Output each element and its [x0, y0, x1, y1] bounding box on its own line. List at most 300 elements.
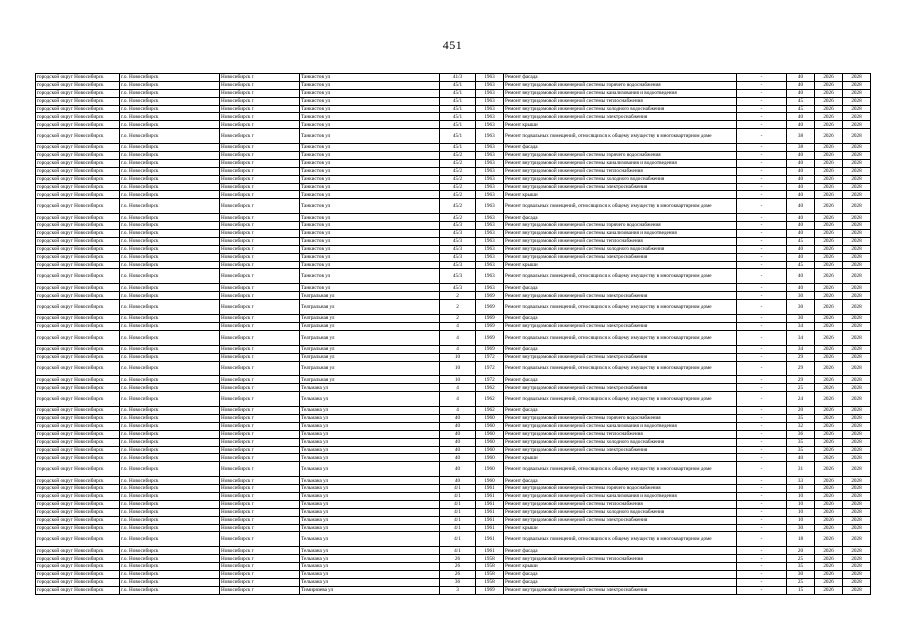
- house-number-cell: 4: [440, 322, 476, 330]
- wear-percent-cell: 29: [787, 353, 815, 361]
- wear-percent-cell: 36: [787, 430, 815, 438]
- house-number-cell: 45/1: [440, 129, 476, 144]
- end-year-cell: 2028: [843, 330, 871, 345]
- end-year-cell: 2028: [843, 191, 871, 199]
- settlement-cell: Новосибирск г: [220, 292, 300, 300]
- house-number-cell: 10: [440, 353, 476, 361]
- street-cell: Тельмана ул: [300, 524, 440, 532]
- wear-percent-cell: 30: [787, 315, 815, 323]
- table-row: [36, 74, 871, 82]
- work-type-cell: Ремонт крыши: [504, 454, 737, 462]
- street-cell: Тельмана ул: [300, 485, 440, 493]
- work-type-cell: Ремонт внутридомовой инженерной системы электроснабжения: [504, 446, 737, 454]
- table-row: [36, 438, 871, 446]
- district-cell: г.о. Новосибирск: [120, 516, 220, 524]
- street-cell: Танкистов ул: [300, 121, 440, 129]
- settlement-cell: Новосибирск г: [220, 222, 300, 230]
- work-type-cell: Ремонт подвальных помещений, относящихся к общему имуществу в многоквартирном доме: [504, 199, 737, 214]
- table-row: [36, 214, 871, 222]
- wear-percent-cell: 10: [787, 485, 815, 493]
- end-year-cell: 2028: [843, 81, 871, 89]
- build-year-cell: 1963: [476, 97, 504, 105]
- house-number-cell: 45/3: [440, 222, 476, 230]
- table-row: [36, 578, 871, 586]
- house-number-cell: 45/2: [440, 175, 476, 183]
- district-cell: г.о. Новосибирск: [120, 586, 220, 594]
- work-type-cell: Ремонт внутридомовой инженерной системы электроснабжения: [504, 322, 737, 330]
- street-cell: Танкистов ул: [300, 159, 440, 167]
- build-year-cell: 1969: [476, 586, 504, 594]
- table-row: [36, 376, 871, 384]
- end-year-cell: 2028: [843, 524, 871, 532]
- house-number-cell: 45/1: [440, 89, 476, 97]
- end-year-cell: 2028: [843, 392, 871, 407]
- work-type-cell: Ремонт внутридомовой инженерной системы холодного водоснабжения: [504, 245, 737, 253]
- table-row: [36, 492, 871, 500]
- street-cell: Танкистов ул: [300, 237, 440, 245]
- start-year-cell: 2026: [815, 322, 843, 330]
- street-cell: Танкистов ул: [300, 183, 440, 191]
- work-type-cell: Ремонт внутридомовой инженерной системы электроснабжения: [504, 253, 737, 261]
- build-year-cell: 1963: [476, 237, 504, 245]
- table-row: [36, 222, 871, 230]
- build-year-cell: 1963: [476, 284, 504, 292]
- street-cell: Танкистов ул: [300, 269, 440, 284]
- build-year-cell: 1961: [476, 485, 504, 493]
- end-year-cell: 2028: [843, 422, 871, 430]
- end-year-cell: 2028: [843, 345, 871, 353]
- start-year-cell: 2026: [815, 144, 843, 152]
- dash-cell: -: [737, 485, 787, 493]
- dash-cell: -: [737, 570, 787, 578]
- dash-cell: -: [737, 167, 787, 175]
- street-cell: Тельмана ул: [300, 570, 440, 578]
- wear-percent-cell: 10: [787, 500, 815, 508]
- municipality-cell: городской округ Новосибирск: [36, 414, 120, 422]
- district-cell: г.о. Новосибирск: [120, 446, 220, 454]
- settlement-cell: Новосибирск г: [220, 175, 300, 183]
- settlement-cell: Новосибирск г: [220, 547, 300, 555]
- settlement-cell: Новосибирск г: [220, 129, 300, 144]
- street-cell: Тельмана ул: [300, 477, 440, 485]
- end-year-cell: 2028: [843, 222, 871, 230]
- table-row: [36, 563, 871, 571]
- municipality-cell: городской округ Новосибирск: [36, 199, 120, 214]
- start-year-cell: 2026: [815, 191, 843, 199]
- dash-cell: -: [737, 446, 787, 454]
- start-year-cell: 2026: [815, 315, 843, 323]
- street-cell: Тельмана ул: [300, 438, 440, 446]
- work-type-cell: Ремонт внутридомовой инженерной системы теплоснабжения: [504, 500, 737, 508]
- start-year-cell: 2026: [815, 159, 843, 167]
- end-year-cell: 2028: [843, 144, 871, 152]
- build-year-cell: 1961: [476, 547, 504, 555]
- build-year-cell: 1960: [476, 422, 504, 430]
- district-cell: г.о. Новосибирск: [120, 183, 220, 191]
- wear-percent-cell: 35: [787, 446, 815, 454]
- start-year-cell: 2026: [815, 300, 843, 315]
- house-number-cell: 4: [440, 345, 476, 353]
- build-year-cell: 1969: [476, 315, 504, 323]
- work-type-cell: Ремонт внутридомовой инженерной системы горячего водоснабжения: [504, 485, 737, 493]
- district-cell: г.о. Новосибирск: [120, 105, 220, 113]
- end-year-cell: 2028: [843, 322, 871, 330]
- house-number-cell: 4/1: [440, 508, 476, 516]
- end-year-cell: 2028: [843, 492, 871, 500]
- start-year-cell: 2026: [815, 524, 843, 532]
- wear-percent-cell: 40: [787, 74, 815, 82]
- municipality-cell: городской округ Новосибирск: [36, 191, 120, 199]
- street-cell: Тельмана ул: [300, 516, 440, 524]
- end-year-cell: 2028: [843, 353, 871, 361]
- municipality-cell: городской округ Новосибирск: [36, 284, 120, 292]
- street-cell: Танкистов ул: [300, 167, 440, 175]
- district-cell: г.о. Новосибирск: [120, 261, 220, 269]
- table-row: [36, 586, 871, 594]
- end-year-cell: 2028: [843, 245, 871, 253]
- start-year-cell: 2026: [815, 438, 843, 446]
- district-cell: г.о. Новосибирск: [120, 245, 220, 253]
- work-type-cell: Ремонт внутридомовой инженерной системы электроснабжения: [504, 183, 737, 191]
- dash-cell: -: [737, 392, 787, 407]
- build-year-cell: 1962: [476, 384, 504, 392]
- build-year-cell: 1969: [476, 322, 504, 330]
- settlement-cell: Новосибирск г: [220, 485, 300, 493]
- wear-percent-cell: 34: [787, 345, 815, 353]
- work-type-cell: Ремонт внутридомовой инженерной системы холодного водоснабжения: [504, 175, 737, 183]
- work-type-cell: Ремонт фасада: [504, 284, 737, 292]
- street-cell: Танкистов ул: [300, 97, 440, 105]
- dash-cell: -: [737, 555, 787, 563]
- district-cell: г.о. Новосибирск: [120, 547, 220, 555]
- settlement-cell: Новосибирск г: [220, 300, 300, 315]
- municipality-cell: городской округ Новосибирск: [36, 121, 120, 129]
- start-year-cell: 2026: [815, 492, 843, 500]
- district-cell: г.о. Новосибирск: [120, 81, 220, 89]
- table-row: [36, 547, 871, 555]
- wear-percent-cell: 20: [787, 407, 815, 415]
- district-cell: г.о. Новосибирск: [120, 199, 220, 214]
- end-year-cell: 2028: [843, 230, 871, 238]
- end-year-cell: 2028: [843, 121, 871, 129]
- wear-percent-cell: 10: [787, 508, 815, 516]
- settlement-cell: Новосибирск г: [220, 407, 300, 415]
- build-year-cell: 1963: [476, 74, 504, 82]
- build-year-cell: 1960: [476, 430, 504, 438]
- table-row: [36, 81, 871, 89]
- wear-percent-cell: 35: [787, 563, 815, 571]
- wear-percent-cell: 40: [787, 245, 815, 253]
- settlement-cell: Новосибирск г: [220, 121, 300, 129]
- settlement-cell: Новосибирск г: [220, 199, 300, 214]
- settlement-cell: Новосибирск г: [220, 191, 300, 199]
- settlement-cell: Новосибирск г: [220, 284, 300, 292]
- house-number-cell: 40: [440, 462, 476, 477]
- municipality-cell: городской округ Новосибирск: [36, 81, 120, 89]
- settlement-cell: Новосибирск г: [220, 230, 300, 238]
- house-number-cell: 45/2: [440, 159, 476, 167]
- district-cell: г.о. Новосибирск: [120, 392, 220, 407]
- work-type-cell: Ремонт внутридомовой инженерной системы холодного водоснабжения: [504, 508, 737, 516]
- district-cell: г.о. Новосибирск: [120, 315, 220, 323]
- wear-percent-cell: 40: [787, 89, 815, 97]
- start-year-cell: 2026: [815, 105, 843, 113]
- street-cell: Тельмана ул: [300, 492, 440, 500]
- wear-percent-cell: 25: [787, 384, 815, 392]
- district-cell: г.о. Новосибирск: [120, 454, 220, 462]
- table-row: [36, 253, 871, 261]
- municipality-cell: городской округ Новосибирск: [36, 322, 120, 330]
- build-year-cell: 1963: [476, 113, 504, 121]
- dash-cell: -: [737, 97, 787, 105]
- district-cell: г.о. Новосибирск: [120, 414, 220, 422]
- build-year-cell: 1961: [476, 524, 504, 532]
- wear-percent-cell: 40: [787, 454, 815, 462]
- build-year-cell: 1963: [476, 191, 504, 199]
- district-cell: г.о. Новосибирск: [120, 269, 220, 284]
- district-cell: г.о. Новосибирск: [120, 222, 220, 230]
- table-row: [36, 407, 871, 415]
- wear-percent-cell: 40: [787, 199, 815, 214]
- municipality-cell: городской округ Новосибирск: [36, 570, 120, 578]
- build-year-cell: 1963: [476, 245, 504, 253]
- end-year-cell: 2028: [843, 214, 871, 222]
- district-cell: г.о. Новосибирск: [120, 89, 220, 97]
- district-cell: г.о. Новосибирск: [120, 384, 220, 392]
- dash-cell: -: [737, 345, 787, 353]
- end-year-cell: 2028: [843, 547, 871, 555]
- dash-cell: -: [737, 500, 787, 508]
- house-number-cell: 40: [440, 446, 476, 454]
- wear-percent-cell: 45: [787, 97, 815, 105]
- settlement-cell: Новосибирск г: [220, 430, 300, 438]
- build-year-cell: 1963: [476, 214, 504, 222]
- street-cell: Театральная ул: [300, 361, 440, 376]
- end-year-cell: 2028: [843, 97, 871, 105]
- municipality-cell: городской округ Новосибирск: [36, 89, 120, 97]
- municipality-cell: городской округ Новосибирск: [36, 532, 120, 547]
- dash-cell: -: [737, 89, 787, 97]
- house-number-cell: 4/1: [440, 532, 476, 547]
- municipality-cell: городской округ Новосибирск: [36, 222, 120, 230]
- municipality-cell: городской округ Новосибирск: [36, 300, 120, 315]
- street-cell: Танкистов ул: [300, 284, 440, 292]
- dash-cell: -: [737, 376, 787, 384]
- municipality-cell: городской округ Новосибирск: [36, 446, 120, 454]
- start-year-cell: 2026: [815, 152, 843, 160]
- build-year-cell: 1958: [476, 563, 504, 571]
- build-year-cell: 1963: [476, 105, 504, 113]
- district-cell: г.о. Новосибирск: [120, 214, 220, 222]
- wear-percent-cell: 45: [787, 237, 815, 245]
- build-year-cell: 1961: [476, 532, 504, 547]
- table-row: [36, 532, 871, 547]
- dash-cell: -: [737, 292, 787, 300]
- wear-percent-cell: 40: [787, 222, 815, 230]
- house-number-cell: 45/1: [440, 97, 476, 105]
- house-number-cell: 45/3: [440, 284, 476, 292]
- district-cell: г.о. Новосибирск: [120, 191, 220, 199]
- district-cell: г.о. Новосибирск: [120, 345, 220, 353]
- table-row: [36, 237, 871, 245]
- table-row: [36, 422, 871, 430]
- district-cell: г.о. Новосибирск: [120, 508, 220, 516]
- dash-cell: -: [737, 261, 787, 269]
- settlement-cell: Новосибирск г: [220, 183, 300, 191]
- wear-percent-cell: 24: [787, 392, 815, 407]
- start-year-cell: 2026: [815, 121, 843, 129]
- end-year-cell: 2028: [843, 159, 871, 167]
- municipality-cell: городской округ Новосибирск: [36, 167, 120, 175]
- municipality-cell: городской округ Новосибирск: [36, 407, 120, 415]
- work-type-cell: Ремонт внутридомовой инженерной системы горячего водоснабжения: [504, 222, 737, 230]
- settlement-cell: Новосибирск г: [220, 563, 300, 571]
- table-row: [36, 361, 871, 376]
- wear-percent-cell: 40: [787, 159, 815, 167]
- dash-cell: -: [737, 199, 787, 214]
- wear-percent-cell: 33: [787, 477, 815, 485]
- dash-cell: -: [737, 492, 787, 500]
- table-row: [36, 129, 871, 144]
- wear-percent-cell: 40: [787, 81, 815, 89]
- work-type-cell: Ремонт подвальных помещений, относящихся к общему имуществу в многоквартирном доме: [504, 300, 737, 315]
- municipality-cell: городской округ Новосибирск: [36, 430, 120, 438]
- house-number-cell: 4/1: [440, 516, 476, 524]
- table-row: [36, 322, 871, 330]
- build-year-cell: 1969: [476, 300, 504, 315]
- dash-cell: -: [737, 214, 787, 222]
- build-year-cell: 1963: [476, 261, 504, 269]
- end-year-cell: 2028: [843, 284, 871, 292]
- wear-percent-cell: 40: [787, 191, 815, 199]
- dash-cell: -: [737, 159, 787, 167]
- start-year-cell: 2026: [815, 269, 843, 284]
- build-year-cell: 1963: [476, 159, 504, 167]
- work-type-cell: Ремонт внутридомовой инженерной системы канализования и водоотведения: [504, 492, 737, 500]
- build-year-cell: 1963: [476, 199, 504, 214]
- municipality-cell: городской округ Новосибирск: [36, 438, 120, 446]
- wear-percent-cell: 10: [787, 492, 815, 500]
- start-year-cell: 2026: [815, 74, 843, 82]
- build-year-cell: 1963: [476, 183, 504, 191]
- build-year-cell: 1961: [476, 492, 504, 500]
- work-type-cell: Ремонт внутридомовой инженерной системы теплоснабжения: [504, 555, 737, 563]
- dash-cell: -: [737, 284, 787, 292]
- dash-cell: -: [737, 105, 787, 113]
- work-type-cell: Ремонт крыши: [504, 261, 737, 269]
- build-year-cell: 1969: [476, 292, 504, 300]
- start-year-cell: 2026: [815, 345, 843, 353]
- work-type-cell: Ремонт фасада: [504, 570, 737, 578]
- street-cell: Тельмана ул: [300, 422, 440, 430]
- settlement-cell: Новосибирск г: [220, 74, 300, 82]
- district-cell: г.о. Новосибирск: [120, 485, 220, 493]
- street-cell: Танкистов ул: [300, 105, 440, 113]
- build-year-cell: 1963: [476, 175, 504, 183]
- street-cell: Танкистов ул: [300, 222, 440, 230]
- table-row: [36, 500, 871, 508]
- work-type-cell: Ремонт внутридомовой инженерной системы канализования и водоотведения: [504, 230, 737, 238]
- municipality-cell: городской округ Новосибирск: [36, 586, 120, 594]
- work-type-cell: Ремонт внутридомовой инженерной системы теплоснабжения: [504, 430, 737, 438]
- start-year-cell: 2026: [815, 454, 843, 462]
- settlement-cell: Новосибирск г: [220, 508, 300, 516]
- work-type-cell: Ремонт внутридомовой инженерной системы горячего водоснабжения: [504, 152, 737, 160]
- end-year-cell: 2028: [843, 167, 871, 175]
- district-cell: г.о. Новосибирск: [120, 430, 220, 438]
- start-year-cell: 2026: [815, 230, 843, 238]
- settlement-cell: Новосибирск г: [220, 105, 300, 113]
- settlement-cell: Новосибирск г: [220, 586, 300, 594]
- table-row: [36, 454, 871, 462]
- municipality-cell: городской округ Новосибирск: [36, 144, 120, 152]
- end-year-cell: 2028: [843, 500, 871, 508]
- street-cell: Танкистов ул: [300, 152, 440, 160]
- district-cell: г.о. Новосибирск: [120, 237, 220, 245]
- municipality-cell: городской округ Новосибирск: [36, 269, 120, 284]
- street-cell: Танкистов ул: [300, 113, 440, 121]
- dash-cell: -: [737, 245, 787, 253]
- dash-cell: -: [737, 74, 787, 82]
- municipality-cell: городской округ Новосибирск: [36, 361, 120, 376]
- street-cell: Тельмана ул: [300, 384, 440, 392]
- dash-cell: -: [737, 430, 787, 438]
- dash-cell: -: [737, 222, 787, 230]
- build-year-cell: 1969: [476, 330, 504, 345]
- build-year-cell: 1958: [476, 555, 504, 563]
- house-number-cell: 45/1: [440, 144, 476, 152]
- settlement-cell: Новосибирск г: [220, 555, 300, 563]
- dash-cell: -: [737, 315, 787, 323]
- wear-percent-cell: 45: [787, 105, 815, 113]
- street-cell: Танкистов ул: [300, 245, 440, 253]
- work-type-cell: Ремонт фасада: [504, 144, 737, 152]
- table-row: [36, 121, 871, 129]
- settlement-cell: Новосибирск г: [220, 214, 300, 222]
- wear-percent-cell: 40: [787, 284, 815, 292]
- work-type-cell: Ремонт внутридомовой инженерной системы электроснабжения: [504, 516, 737, 524]
- work-type-cell: Ремонт подвальных помещений, относящихся к общему имуществу в многоквартирном доме: [504, 330, 737, 345]
- street-cell: Тельмана ул: [300, 532, 440, 547]
- wear-percent-cell: 18: [787, 532, 815, 547]
- house-number-cell: 40: [440, 430, 476, 438]
- dash-cell: -: [737, 253, 787, 261]
- work-type-cell: Ремонт подвальных помещений, относящихся к общему имуществу в многоквартирном доме: [504, 532, 737, 547]
- dash-cell: -: [737, 361, 787, 376]
- start-year-cell: 2026: [815, 199, 843, 214]
- build-year-cell: 1963: [476, 269, 504, 284]
- wear-percent-cell: 45: [787, 261, 815, 269]
- table-row: [36, 462, 871, 477]
- build-year-cell: 1972: [476, 376, 504, 384]
- table-row: [36, 315, 871, 323]
- end-year-cell: 2028: [843, 183, 871, 191]
- district-cell: г.о. Новосибирск: [120, 555, 220, 563]
- table-row: [36, 430, 871, 438]
- work-type-cell: Ремонт фасада: [504, 578, 737, 586]
- start-year-cell: 2026: [815, 446, 843, 454]
- district-cell: г.о. Новосибирск: [120, 578, 220, 586]
- end-year-cell: 2028: [843, 454, 871, 462]
- end-year-cell: 2028: [843, 253, 871, 261]
- dash-cell: -: [737, 477, 787, 485]
- start-year-cell: 2026: [815, 253, 843, 261]
- end-year-cell: 2028: [843, 175, 871, 183]
- table-row: [36, 245, 871, 253]
- district-cell: г.о. Новосибирск: [120, 300, 220, 315]
- municipality-cell: городской округ Новосибирск: [36, 422, 120, 430]
- dash-cell: -: [737, 438, 787, 446]
